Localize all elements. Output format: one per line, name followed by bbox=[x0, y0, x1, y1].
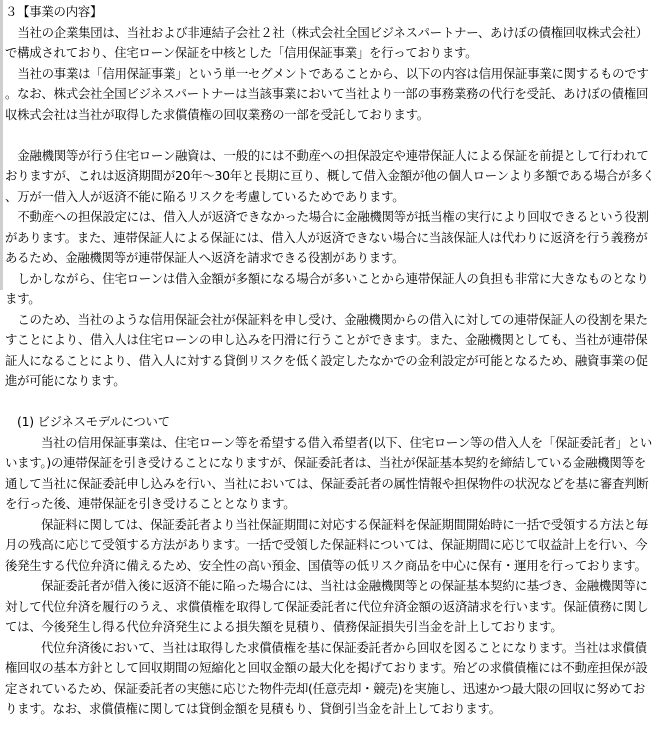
paragraph-spacer bbox=[5, 392, 657, 413]
paragraph-single-segment: 当社の事業は「信用保証事業」という単一セグメントであることから、以下の内容は信用保証事業に関するものです。なお、株式会社全国ビジネスパートナーは当該事業において当社より一部の事務業務の代行を受託、あけぼの債権回収株式会社は当社が取得した求償債権の回収業務の一部を受託しております。 bbox=[5, 65, 649, 122]
paragraph-guarantee-fee: 保証料に関しては、保証委託者より当社保証期間に対応する保証料を保証期間開始時に一括で受領する方法と毎月の残高に応じて受領する方法があります。一括で受領した保証料については、保証期間に応じて収益計上を行い、今後発生する代位弁済に備えるため、安全性の高い預金、国債等の低リスク商品を中心に保有・運用を行っております。 bbox=[5, 516, 648, 573]
paragraph-collateral-role: 不動産への担保設定には、借入人が返済できなかった場合に金融機関等が抵当権の実行により回収できるという役割があります。また、連帯保証人による保証には、借入人が返済できない場合に当該保証人は代わりに返済を行う義務があるため、金融機関等が連帯保証人へ返済を請求できる役割があります。 bbox=[5, 209, 649, 265]
paragraph-recovery: 代位弁済後において、当社は取得した求償債権を基に保証委託者から回収を図ることになります。当社は求償債権回収の基本方針として回収期間の短縮化と回収金額の最大化を掲げております。殆どの求償債権には不動産担保が設定されているため、保証委託者の実態に応じた物件売却(任意売却・競売)を実施し、迅速かつ最大限の回収に努めております。なお、求償債権に関しては貸倒金額を見積もり、貸倒引当金を計上しております。 bbox=[5, 639, 648, 716]
paragraph-group-structure: 当社の企業集団は、当社および非連結子会社２社（株式会社全国ビジネスパートナー、あけぼの債権回収株式会社）で構成されており、住宅ローン保証を中核とした「信用保証事業」を行っております。 bbox=[5, 24, 648, 60]
paragraph-guarantee-process: 当社の信用保証事業は、住宅ローン等を希望する借入希望者(以下、住宅ローン等の借入人を「保証委託者」といいます。)の連帯保証を引き受けることになりますが、保証委託者は、当社が保証基本契約を締結している金融機関等を通して当社に保証委託申し込みを行い、当社においては、保証委託者の属性情報や担保物件の状況などを基に審査判断を行った後、連帯保証を引き受けることとなります。 bbox=[5, 434, 653, 511]
business-model-heading: (1) ビジネスモデルについて bbox=[17, 414, 170, 429]
section-heading: ３【事業の内容】 bbox=[5, 4, 103, 19]
paragraph-guarantee-company-role: このため、当社のような信用保証会社が保証料を申し受け、金融機関からの借入に対しての連帯保証人の役割を果たすことにより、借入人は住宅ローンの申し込みを円滑に行うことができます。また、金融機関としても、当社が連帯保証人になることにより、借入人に対する貸倒リスクを低く設定したなかでの金利設定が可能となるため、融資事業の促進が可能になります。 bbox=[5, 311, 648, 388]
paragraph-subrogation: 保証委託者が借入後に返済不能に陥った場合には、当社は金融機関等との保証基本契約に基づき、金融機関等に対して代位弁済を履行のうえ、求償債権を取得して保証委託者に代位弁済金額の返済請求を行います。保証債務に関しては、今後発生し得る代位弁済発生による損失額を見積り、債務保証損失引当金を計上しております。 bbox=[5, 578, 649, 634]
paragraph-guarantor-burden: しかしながら、住宅ローンは借入金額が多額になる場合が多いことから連帯保証人の負担も非常に大きなものとなります。 bbox=[5, 270, 649, 306]
document-body bbox=[5, 2, 657, 720]
paragraph-housing-loan-background: 金融機関等が行う住宅ローン融資は、一般的には不動産への担保設定や連帯保証人による保証を前提として行われておりますが、これは返済期間が20年～30年と長期に亘り、概して借入金額が他の個人ローンより多額である場合が多く、万が一借入人が返済不能に陥るリスクを考慮しているためであります。 bbox=[5, 147, 655, 204]
scrollbar-edge bbox=[0, 0, 3, 290]
paragraph-spacer bbox=[5, 125, 657, 146]
